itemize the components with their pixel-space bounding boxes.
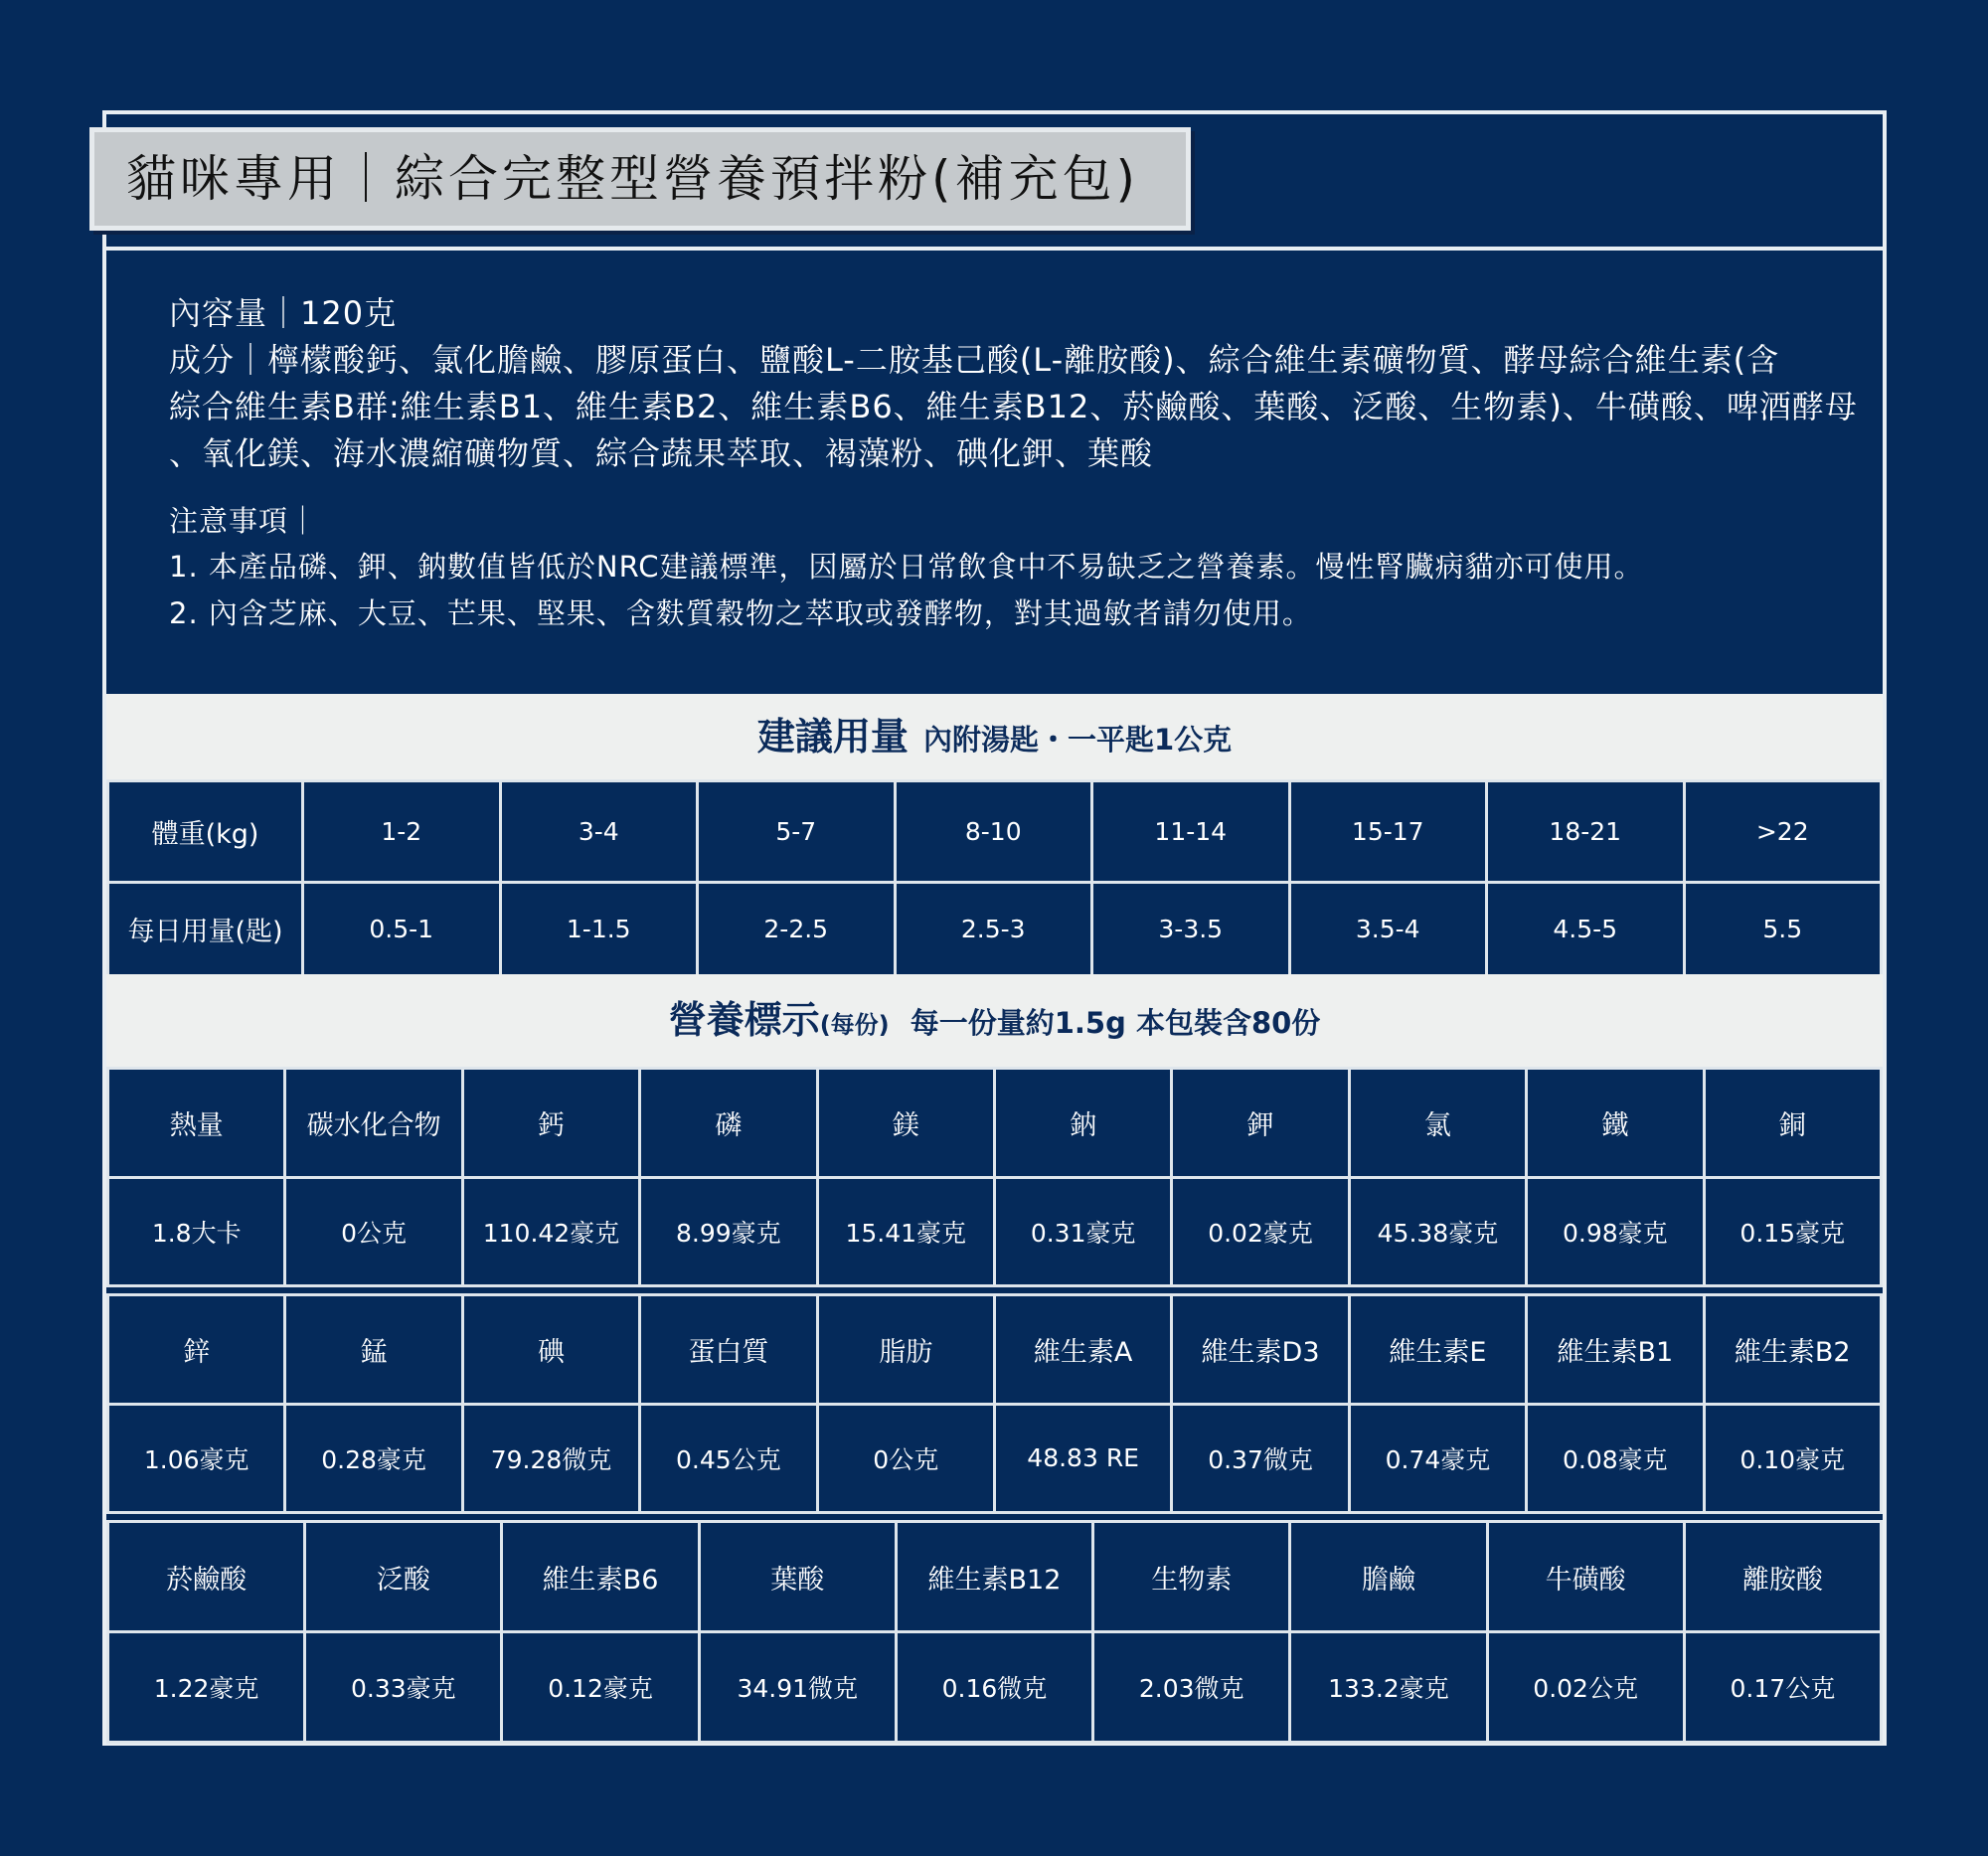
weight-range-cell: 11-14 [1092, 781, 1290, 883]
nutrient-name-cell: 銅 [1704, 1069, 1881, 1178]
nutrient-name-cell: 維生素E [1349, 1295, 1526, 1405]
nutrient-name-cell: 錳 [285, 1295, 462, 1405]
nutrient-value-cell: 0.02豪克 [1172, 1177, 1349, 1286]
nutrition-table-3 [106, 1520, 1883, 1744]
nutrient-value-cell: 0.17公克 [1684, 1632, 1881, 1743]
nutrient-name-cell: 維生素B2 [1704, 1295, 1881, 1405]
nutrient-value-cell: 34.91微克 [699, 1632, 896, 1743]
dosage-header [106, 694, 1883, 779]
nutrient-value-cell: 1.06豪克 [108, 1404, 285, 1513]
daily-amount-cell: 3.5-4 [1289, 883, 1487, 976]
notice-item-1: 1. 本產品磷、鉀、鈉數值皆低於NRC建議標準，因屬於日常飲食中不易缺乏之營養素。慢性腎臟病貓亦可使用。 [169, 550, 1644, 584]
nutrient-value-row [108, 1632, 1882, 1743]
nutrient-value-cell: 8.99豪克 [640, 1177, 817, 1286]
nutrient-name-cell: 鈉 [994, 1069, 1171, 1178]
nutrient-value-cell: 0公克 [817, 1404, 994, 1513]
daily-amount-cell: 2.5-3 [895, 883, 1092, 976]
nutrient-name-cell: 葉酸 [699, 1522, 896, 1632]
nutrient-name-cell: 碳水化合物 [285, 1069, 462, 1178]
nutrient-value-cell: 0公克 [285, 1177, 462, 1286]
nutrient-value-cell: 15.41豪克 [817, 1177, 994, 1286]
dosage-title: 建議用量 [756, 715, 909, 759]
nutrition-title-per-serving: (每份) [819, 1011, 890, 1039]
ingredients-line-1: 成分｜檸檬酸鈣、氯化膽鹼、膠原蛋白、鹽酸L-二胺基己酸(L-離胺酸)、綜合維生素礦物質、酵母綜合維生素(含 [169, 341, 1780, 379]
nutrient-name-cell: 菸鹼酸 [108, 1522, 305, 1632]
nutrient-name-cell: 生物素 [1093, 1522, 1290, 1632]
nutrition-title: 營養標示 [668, 998, 820, 1042]
nutrient-name-row [108, 1069, 1882, 1178]
weight-range-cell: 15-17 [1289, 781, 1487, 883]
nutrient-value-cell: 0.31豪克 [994, 1177, 1171, 1286]
nutrient-name-row [108, 1295, 1882, 1405]
nutrient-name-cell: 熱量 [108, 1069, 285, 1178]
nutrient-value-cell: 1.8大卡 [108, 1177, 285, 1286]
dosage-subtitle: 內附湯匙・一平匙1公克 [922, 723, 1233, 757]
weight-range-cell: 1-2 [303, 781, 501, 883]
nutrient-value-cell: 0.15豪克 [1704, 1177, 1881, 1286]
nutrient-value-cell: 0.12豪克 [502, 1632, 699, 1743]
nutrient-value-cell: 0.02公克 [1487, 1632, 1684, 1743]
nutrient-value-cell: 0.33豪克 [305, 1632, 502, 1743]
weight-range-cell: 8-10 [895, 781, 1092, 883]
nutrient-value-cell: 0.37微克 [1172, 1404, 1349, 1513]
nutrient-value-cell: 0.74豪克 [1349, 1404, 1526, 1513]
nutrient-value-cell: 0.10豪克 [1704, 1404, 1881, 1513]
nutrition-table-2 [106, 1293, 1883, 1514]
nutrient-name-cell: 鎂 [817, 1069, 994, 1178]
nutrient-name-cell: 鈣 [462, 1069, 639, 1178]
daily-amount-cell: 4.5-5 [1487, 883, 1685, 976]
nutrition-header [106, 974, 1883, 1067]
weight-range-cell: 18-21 [1487, 781, 1685, 883]
nutrient-name-cell: 蛋白質 [640, 1295, 817, 1405]
nutrient-name-cell: 維生素B1 [1527, 1295, 1704, 1405]
nutrient-value-cell: 110.42豪克 [462, 1177, 639, 1286]
nutrient-name-cell: 維生素B6 [502, 1522, 699, 1632]
ingredients-line-2: 綜合維生素B群:維生素B1、維生素B2、維生素B6、維生素B12、菸鹼酸、葉酸、泛酸、生物素)、牛磺酸、啤酒酵母 [169, 388, 1858, 425]
nutrient-name-cell: 離胺酸 [1684, 1522, 1881, 1632]
nutrient-name-cell: 鐵 [1527, 1069, 1704, 1178]
nutrient-name-cell: 維生素B12 [896, 1522, 1092, 1632]
nutrient-value-cell: 133.2豪克 [1290, 1632, 1487, 1743]
amount-row [108, 883, 1882, 976]
nutrient-value-cell: 0.28豪克 [285, 1404, 462, 1513]
weight-range-cell: >22 [1684, 781, 1882, 883]
net-weight: 內容量｜120克 [169, 294, 398, 332]
daily-amount-cell: 1-1.5 [500, 883, 698, 976]
nutrient-name-cell: 鉀 [1172, 1069, 1349, 1178]
notice-title: 注意事項｜ [169, 504, 319, 538]
nutrient-name-cell: 脂肪 [817, 1295, 994, 1405]
nutrient-value-cell: 1.22豪克 [108, 1632, 305, 1743]
nutrient-value-cell: 45.38豪克 [1349, 1177, 1526, 1286]
nutrient-value-cell: 0.45公克 [640, 1404, 817, 1513]
weight-row-label: 體重(kg) [108, 781, 303, 883]
title-divider [102, 247, 1887, 251]
nutrient-name-cell: 泛酸 [305, 1522, 502, 1632]
daily-amount-cell: 2-2.5 [698, 883, 896, 976]
nutrient-name-row [108, 1522, 1882, 1632]
nutrient-value-cell: 0.98豪克 [1527, 1177, 1704, 1286]
ingredients-line-3: 、氧化鎂、海水濃縮礦物質、綜合蔬果萃取、褐藻粉、碘化鉀、葉酸 [169, 434, 1154, 472]
nutrient-value-cell: 2.03微克 [1093, 1632, 1290, 1743]
nutrient-name-cell: 維生素D3 [1172, 1295, 1349, 1405]
nutrition-subtitle: 每一份量約1.5g 本包裝含80份 [910, 1006, 1321, 1040]
daily-amount-cell: 5.5 [1684, 883, 1882, 976]
nutrition-table-1 [106, 1067, 1883, 1287]
nutrient-name-cell: 碘 [462, 1295, 639, 1405]
notice-item-2: 2. 內含芝麻、大豆、芒果、堅果、含麩質穀物之萃取或發酵物，對其過敏者請勿使用。 [169, 596, 1312, 630]
nutrient-value-row [108, 1177, 1882, 1286]
amount-row-label: 每日用量(匙) [108, 883, 303, 976]
daily-amount-cell: 0.5-1 [303, 883, 501, 976]
product-title: 貓咪專用｜綜合完整型營養預拌粉(補充包) [89, 127, 1191, 231]
weight-range-cell: 5-7 [698, 781, 896, 883]
nutrient-name-cell: 牛磺酸 [1487, 1522, 1684, 1632]
nutrient-value-cell: 48.83 RE [994, 1404, 1171, 1513]
nutrient-name-cell: 膽鹼 [1290, 1522, 1487, 1632]
nutrient-value-cell: 0.16微克 [896, 1632, 1092, 1743]
nutrient-name-cell: 鋅 [108, 1295, 285, 1405]
nutrient-value-cell: 0.08豪克 [1527, 1404, 1704, 1513]
weight-range-cell: 3-4 [500, 781, 698, 883]
dosage-table [106, 779, 1883, 977]
weight-row [108, 781, 1882, 883]
nutrient-name-cell: 維生素A [994, 1295, 1171, 1405]
nutrient-value-cell: 79.28微克 [462, 1404, 639, 1513]
nutrient-value-row [108, 1404, 1882, 1513]
nutrient-name-cell: 磷 [640, 1069, 817, 1178]
nutrient-name-cell: 氯 [1349, 1069, 1526, 1178]
daily-amount-cell: 3-3.5 [1092, 883, 1290, 976]
